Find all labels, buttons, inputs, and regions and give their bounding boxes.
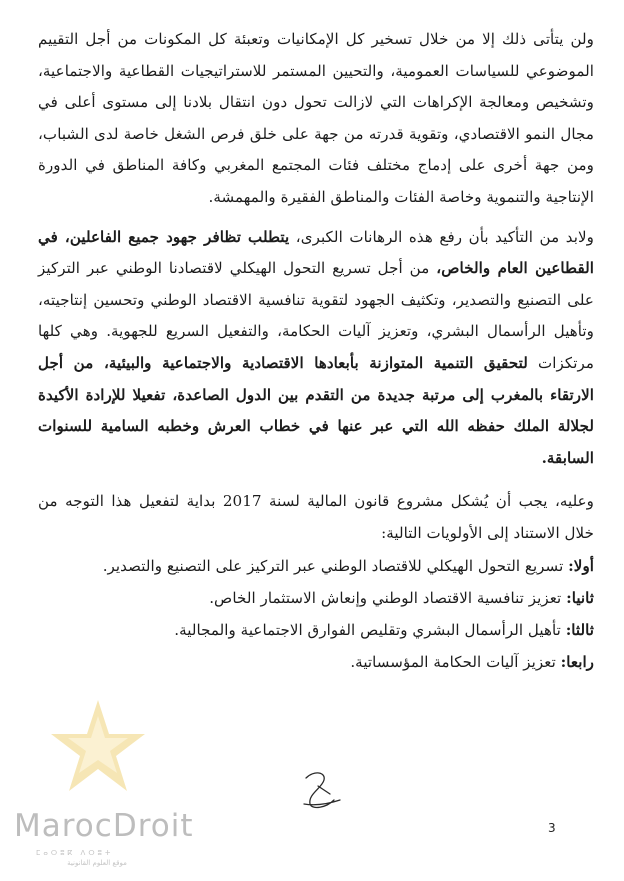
list-item: ثالثا: تأهيل الرأسمال البشري وتقليص الفوارق الاجتماعية والمجالية. <box>174 620 594 639</box>
document-body <box>38 24 594 678</box>
list-item: ثانيا: تعزيز تنافسية الاقتصاد الوطني وإنعاش الاستثمار الخاص. <box>209 588 594 607</box>
list-item: أولا: تسريع التحول الهيكلي للاقتصاد الوطني عبر التركيز على التصنيع والتصدير. <box>102 556 594 575</box>
watermark-arabic-subtitle: موقع العلوم القانونية <box>67 859 127 867</box>
paragraph-3: وعليه، يجب أن يُشكل مشروع قانون المالية لسنة 2017 بداية لتفعيل هذا التوجه من خلال الاستناد إلى الأولويات التالية: <box>38 492 594 542</box>
bold-phrase-development: لتحقيق التنمية المتوازنة بأبعادها الاقتصادية والاجتماعية والبيئية، من أجل الارتقاء بالمغرب إلى مرتبة جديدة من التقدم بين الدول الصاعدة، تفعيلا للإرادة الأكيدة لجلالة الملك حفظه الله التي عبر عنها في خطاب العرش وخطبه السامية للسنوات السابقة. <box>38 353 594 467</box>
marocdroit-watermark <box>14 696 194 871</box>
star-logo-icon <box>48 696 148 796</box>
paragraph-1: ولن يتأتى ذلك إلا من خلال تسخير كل الإمكانيات وتعبئة كل المكونات من أجل التقييم الموضوعي للسياسات العمومية، والتحيين المستمر للاستراتيجيات القطاعية والاجتماعية، وتشخيص ومعالجة الإكراهات التي لازالت تحول دون انتقال بلادنا إلى مستوى أعلى في مجال النمو الاقتصادي، وتقوية قدرته من جهة على خلق فرص الشغل خاصة لدى الشباب، ومن جهة أخرى على إدماج مختلف فئات المجتمع المغربي وكافة المناطق في الدورة الإنتاجية والتنموية وخاصة الفئات والمناطق الفقيرة والمهمشة. <box>38 30 594 206</box>
priorities-list <box>38 550 594 678</box>
bold-phrase-actors: يتطلب تظافر جهود جميع الفاعلين، في القطاعين العام والخاص، <box>38 227 594 278</box>
paragraph-2: ولابد من التأكيد بأن رفع هذه الرهانات الكبرى، يتطلب تظافر جهود جميع الفاعلين، في القطاعين العام والخاص، من أجل تسريع التحول الهيكلي لاقتصادنا الوطني عبر التركيز على التصنيع والتصدير، وتكثيف الجهود لتقوية تنافسية الاقتصاد الوطني وتحسين إنتاجيته، وتأهيل الرأسمال البشري، وتعزيز آليات الحكامة، والتفعيل السريع للجهوية. وهي كلها مرتكزات لتحقيق التنمية المتوازنة بأبعادها الاقتصادية والاجتماعية والبيئية، من أجل الارتقاء بالمغرب إلى مرتبة جديدة من التقدم بين الدول الصاعدة، تفعيلا للإرادة الأكيدة لجلالة الملك حفظه الله التي عبر عنها في خطاب العرش وخطبه السامية للسنوات السابقة. <box>38 227 594 467</box>
watermark-name: MarocDroit <box>14 808 194 844</box>
signature-mark <box>296 764 346 814</box>
watermark-tifinagh: ⵎⴰⵔⵓⴽ ⴷⵔⵓⵜ <box>36 849 114 857</box>
page-number: 3 <box>548 821 556 835</box>
list-item: رابعا: تعزيز آليات الحكامة المؤسساتية. <box>350 652 594 671</box>
